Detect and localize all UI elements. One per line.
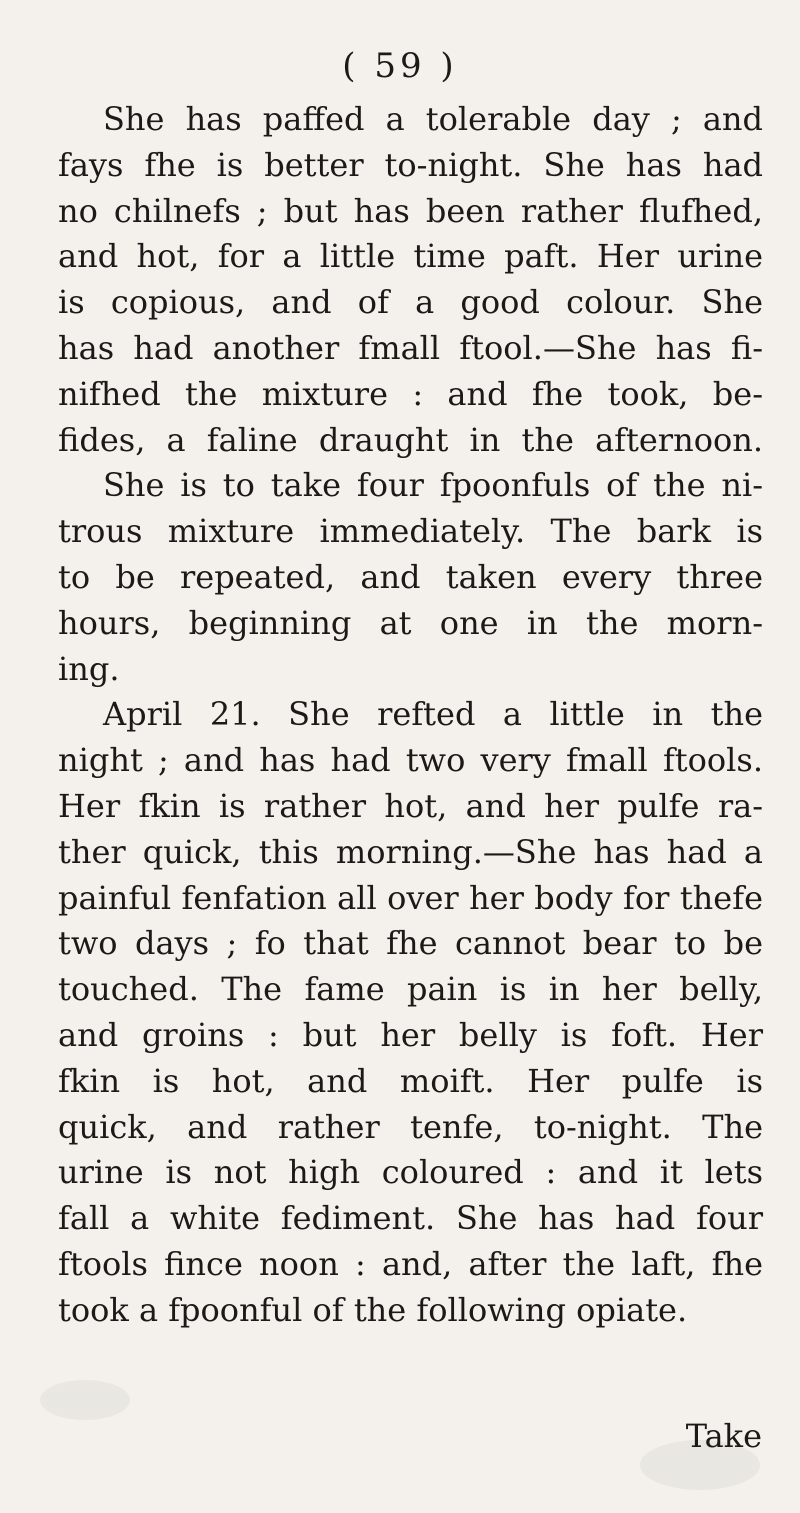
text-line: urine is not high coloured : and it lets xyxy=(58,1153,763,1192)
text-line: April 21. She refted a little in the xyxy=(103,695,763,734)
text-line: ther quick, this morning.—She has had a xyxy=(58,832,763,871)
text-line: and hot, for a little time paft. Her urine xyxy=(58,237,763,276)
text-line: hours, beginning at one in the morn- xyxy=(58,603,763,642)
text-line: painful fenfation all over her body for thefe xyxy=(58,878,763,917)
text-line: two days ; fo that fhe cannot bear to be xyxy=(58,924,763,963)
text-line: is copious, and of a good colour. She xyxy=(58,283,763,322)
text-line: fays fhe is better to-night. She has had xyxy=(58,145,763,184)
text-line: fkin is hot, and moift. Her pulfe is xyxy=(58,1061,763,1100)
text-line: nifhed the mixture : and fhe took, be- xyxy=(58,374,763,413)
text-line: has had another fmall ftool.—She has fi- xyxy=(58,328,763,367)
text-line: quick, and rather tenfe, to-night. The xyxy=(58,1107,763,1146)
catchword: Take xyxy=(685,1417,762,1455)
paper-stain xyxy=(40,1380,130,1420)
text-line: She has paffed a tolerable day ; and xyxy=(103,100,763,138)
text-line: She is to take four fpoonfuls of the ni- xyxy=(103,466,763,505)
text-line: ing. xyxy=(58,649,120,688)
text-line: took a fpoonful of the following opiate. xyxy=(58,1290,688,1329)
text-line: fides, a faline draught in the afternoon. xyxy=(58,420,763,459)
text-line: to be repeated, and taken every three xyxy=(58,557,763,596)
body-text xyxy=(58,97,763,1334)
text-line: and groins : but her belly is foft. Her xyxy=(58,1015,763,1054)
text-line: night ; and has had two very fmall ftools. xyxy=(58,741,763,780)
text-line: Her fkin is rather hot, and her pulfe ra- xyxy=(58,786,763,825)
text-line: fall a white fediment. She has had four xyxy=(58,1199,763,1238)
text-line: ftools fince noon : and, after the laft, fhe xyxy=(58,1244,763,1283)
page-number: ( 59 ) xyxy=(342,46,458,86)
text-line: trous mixture immediately. The bark is xyxy=(58,512,763,551)
text-line: touched. The fame pain is in her belly, xyxy=(58,970,763,1009)
text-line: no chilnefs ; but has been rather flufhed, xyxy=(58,191,763,230)
